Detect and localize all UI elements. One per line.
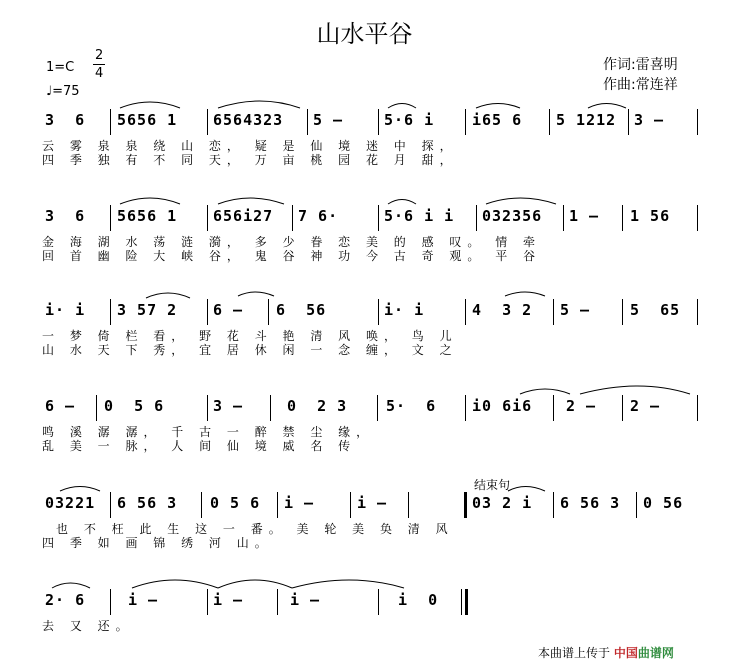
measure: 5 –	[560, 301, 591, 319]
measure: 6 –	[45, 397, 76, 415]
measure: 7 6·	[298, 207, 339, 225]
bar-line	[563, 205, 564, 231]
lyrics-verse-1: 鸣 溪 潺 潺， 千 古 一 醉 禁 尘 缘，	[42, 425, 375, 439]
measure: 656i27	[213, 207, 274, 225]
measure: 3 57 2	[117, 301, 178, 319]
bar-line	[697, 205, 698, 231]
time-signature-bottom: 4	[95, 66, 104, 81]
measure: 0 56	[643, 494, 684, 512]
measure: 0 2 3	[287, 397, 348, 415]
lyrics-verse-2: 乱 美 一 脉， 人 间 仙 境 威 名 传	[42, 439, 357, 453]
bar-line	[350, 492, 351, 518]
measure: 5656 1	[117, 111, 178, 129]
measure: i· i	[45, 301, 86, 319]
bar-line	[110, 589, 111, 615]
bar-line	[207, 395, 208, 421]
bar-line	[207, 589, 208, 615]
site-logo-text[interactable]: 中国	[613, 646, 638, 660]
measure: i· i	[384, 301, 425, 319]
notes-row	[0, 591, 729, 615]
credits-block	[603, 55, 678, 95]
measure: i –	[284, 494, 315, 512]
lyrics-verse-2: 四 季 独 有 不 同 天， 万 亩 桃 园 花 月 甜，	[42, 153, 458, 167]
bar-line	[636, 492, 637, 518]
measure: 5656 1	[117, 207, 178, 225]
measure: 6564323	[213, 111, 284, 129]
bar-line	[697, 299, 698, 325]
measure: 5· 6	[386, 397, 437, 415]
bar-line	[307, 109, 308, 135]
bar-line	[207, 109, 208, 135]
measure: 1 56	[630, 207, 671, 225]
measure: 0 5 6	[210, 494, 261, 512]
measure: 5 1212	[556, 111, 617, 129]
measure: 2 –	[630, 397, 661, 415]
score-line-5	[0, 494, 729, 550]
bar-line	[110, 492, 111, 518]
bar-line	[268, 299, 269, 325]
bar-line	[277, 492, 278, 518]
score-line-6	[0, 591, 729, 631]
bar-line	[553, 395, 554, 421]
measure: 6 –	[213, 301, 244, 319]
bar-line	[461, 589, 462, 615]
bar-line	[408, 492, 409, 518]
bar-line	[465, 589, 468, 615]
bar-line	[96, 395, 97, 421]
composer-credit: 作曲:常连祥	[603, 77, 678, 93]
time-signature-line	[93, 64, 105, 65]
measure: i –	[290, 591, 321, 609]
bar-line	[378, 109, 379, 135]
notes-row	[0, 397, 729, 421]
measure: 1 –	[569, 207, 600, 225]
score-line-4	[0, 397, 729, 453]
key-signature: 1=C	[46, 60, 75, 75]
measure: i 0	[398, 591, 439, 609]
measure: 3 –	[213, 397, 244, 415]
end-phrase-label: 结束句	[474, 478, 511, 492]
lyrics-verse-1: 去 又 还。	[42, 619, 134, 633]
measure: i –	[128, 591, 159, 609]
bar-line	[464, 492, 467, 518]
measure: 5·6 i i	[384, 207, 455, 225]
bar-line	[207, 299, 208, 325]
measure: 3 –	[634, 111, 665, 129]
measure: 032356	[482, 207, 543, 225]
notes-row	[0, 494, 729, 518]
bar-line	[549, 109, 550, 135]
measure: 4 3 2	[472, 301, 533, 319]
lyrics-verse-1: 云 雾 泉 泉 绕 山 恋， 疑 是 仙 境 迷 中 探，	[42, 139, 458, 153]
bar-line	[110, 299, 111, 325]
lyrics-verse-2: 四 季 如 画 锦 绣 河 山。	[42, 536, 273, 550]
lyrics-verse-1: 金 海 湖 水 荡 涟 漪， 多 少 眷 恋 美 的 感 叹。 情 牵	[42, 235, 542, 249]
bar-line	[697, 109, 698, 135]
score-line-1	[0, 111, 729, 167]
notes-row	[0, 207, 729, 231]
measure: 3 6	[45, 207, 86, 225]
bar-line	[201, 492, 202, 518]
bar-line	[553, 492, 554, 518]
bar-line	[207, 205, 208, 231]
measure: 2 –	[566, 397, 597, 415]
footer-prefix: 本曲谱上传于	[538, 646, 611, 660]
bar-line	[465, 109, 466, 135]
bar-line	[622, 395, 623, 421]
measure: 6 56 3	[560, 494, 621, 512]
bar-line	[377, 395, 378, 421]
bar-line	[622, 299, 623, 325]
notes-row	[0, 301, 729, 325]
measure: i –	[213, 591, 244, 609]
bar-line	[628, 109, 629, 135]
measure: i65 6	[472, 111, 523, 129]
lyrics-verse-2: 回 首 幽 险 大 峡 谷， 鬼 谷 神 功 今 古 奇 观。 平 谷	[42, 249, 542, 263]
measure: 0 5 6	[104, 397, 165, 415]
bar-line	[110, 205, 111, 231]
measure: 5·6 i	[384, 111, 435, 129]
score-line-2	[0, 207, 729, 263]
measure: 6 56 3	[117, 494, 178, 512]
source-footer	[538, 644, 674, 661]
site-logo-text-2[interactable]: 曲谱网	[637, 646, 674, 660]
measure: 03221	[45, 494, 96, 512]
measure: i0 6i6	[472, 397, 533, 415]
bar-line	[553, 299, 554, 325]
bar-line	[697, 395, 698, 421]
bar-line	[465, 299, 466, 325]
bar-line	[465, 395, 466, 421]
lyrics-verse-1: 一 梦 倚 栏 看， 野 花 斗 艳 清 风 唤， 鸟 儿	[42, 329, 458, 343]
measure: 6 56	[276, 301, 327, 319]
measure: 5 65	[630, 301, 681, 319]
time-signature-top: 2	[95, 48, 104, 63]
measure: 2· 6	[45, 591, 86, 609]
lyricist-credit: 作词:雷喜明	[603, 57, 678, 73]
bar-line	[110, 109, 111, 135]
measure: 3 6	[45, 111, 86, 129]
bar-line	[277, 589, 278, 615]
lyrics-verse-2: 山 水 天 下 秀， 宜 居 休 闲 一 念 缠， 文 之	[42, 343, 458, 357]
bar-line	[292, 205, 293, 231]
bar-line	[476, 205, 477, 231]
measure: 03 2 i	[472, 494, 533, 512]
bar-line	[622, 205, 623, 231]
song-title: 山水平谷	[316, 20, 413, 48]
lyrics-verse-1: 也 不 枉 此 生 这 一 番。 美 轮 美 奂 清 风	[56, 522, 454, 536]
notes-row	[0, 111, 729, 135]
bar-line	[378, 589, 379, 615]
bar-line	[378, 299, 379, 325]
bar-line	[378, 205, 379, 231]
measure: 5 –	[313, 111, 344, 129]
score-line-3	[0, 301, 729, 357]
measure: i –	[357, 494, 388, 512]
tempo-marking: ♩=75	[46, 84, 80, 99]
bar-line	[270, 395, 271, 421]
